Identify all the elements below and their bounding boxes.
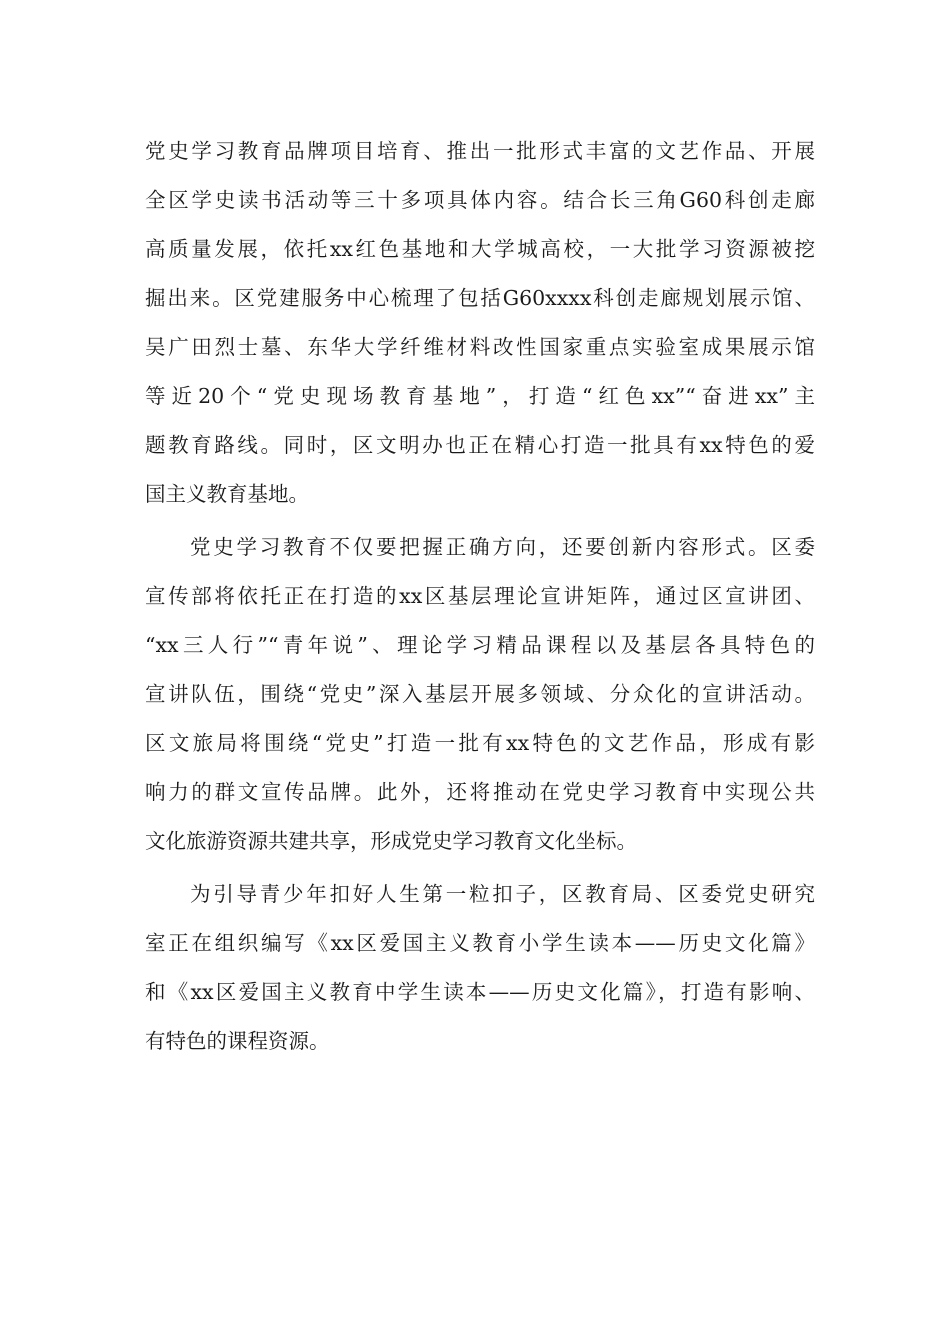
- text-line: 高质量发展，依托xx红色基地和大学城高校，一大批学习资源被挖: [145, 237, 815, 261]
- text-line: 宣讲队伍，围绕“党史”深入基层开展多领域、分众化的宣讲活动。: [145, 682, 815, 706]
- text-line: 国主义教育基地。: [145, 482, 309, 506]
- text-line: 掘出来。区党建服务中心梳理了包括G60xxxx科创走廊规划展示馆、: [145, 286, 815, 310]
- paragraph-first-line: 党史学习教育不仅要把握正确方向，还要创新内容形式。区委: [190, 535, 815, 559]
- text-line: 和《xx区爱国主义教育中学生读本——历史文化篇》，打造有影响、: [145, 980, 815, 1004]
- text-line: “xx三人行”“青年说”、理论学习精品课程以及基层各具特色的: [145, 633, 815, 657]
- text-line: 响力的群文宣传品牌。此外，还将推动在党史学习教育中实现公共: [145, 780, 815, 804]
- paragraph-first-line: 为引导青少年扣好人生第一粒扣子，区教育局、区委党史研究: [190, 882, 815, 906]
- text-line: 等近20个“党史现场教育基地”，打造“红色xx”“奋进xx”主: [145, 384, 815, 408]
- text-line: 全区学史读书活动等三十多项具体内容。结合长三角G60科创走廊: [145, 188, 815, 212]
- text-line: 室正在组织编写《xx区爱国主义教育小学生读本——历史文化篇》: [145, 931, 815, 955]
- text-line: 文化旅游资源共建共享，形成党史学习教育文化坐标。: [145, 829, 637, 853]
- text-line: 吴广田烈士墓、东华大学纤维材料改性国家重点实验室成果展示馆: [145, 335, 815, 359]
- text-line: 区文旅局将围绕“党史”打造一批有xx特色的文艺作品，形成有影: [145, 731, 815, 755]
- text-line: 题教育路线。同时，区文明办也正在精心打造一批具有xx特色的爱: [145, 433, 815, 457]
- text-line: 党史学习教育品牌项目培育、推出一批形式丰富的文艺作品、开展: [145, 139, 815, 163]
- text-line: 宣传部将依托正在打造的xx区基层理论宣讲矩阵，通过区宣讲团、: [145, 584, 815, 608]
- text-line: 有特色的课程资源。: [145, 1029, 330, 1053]
